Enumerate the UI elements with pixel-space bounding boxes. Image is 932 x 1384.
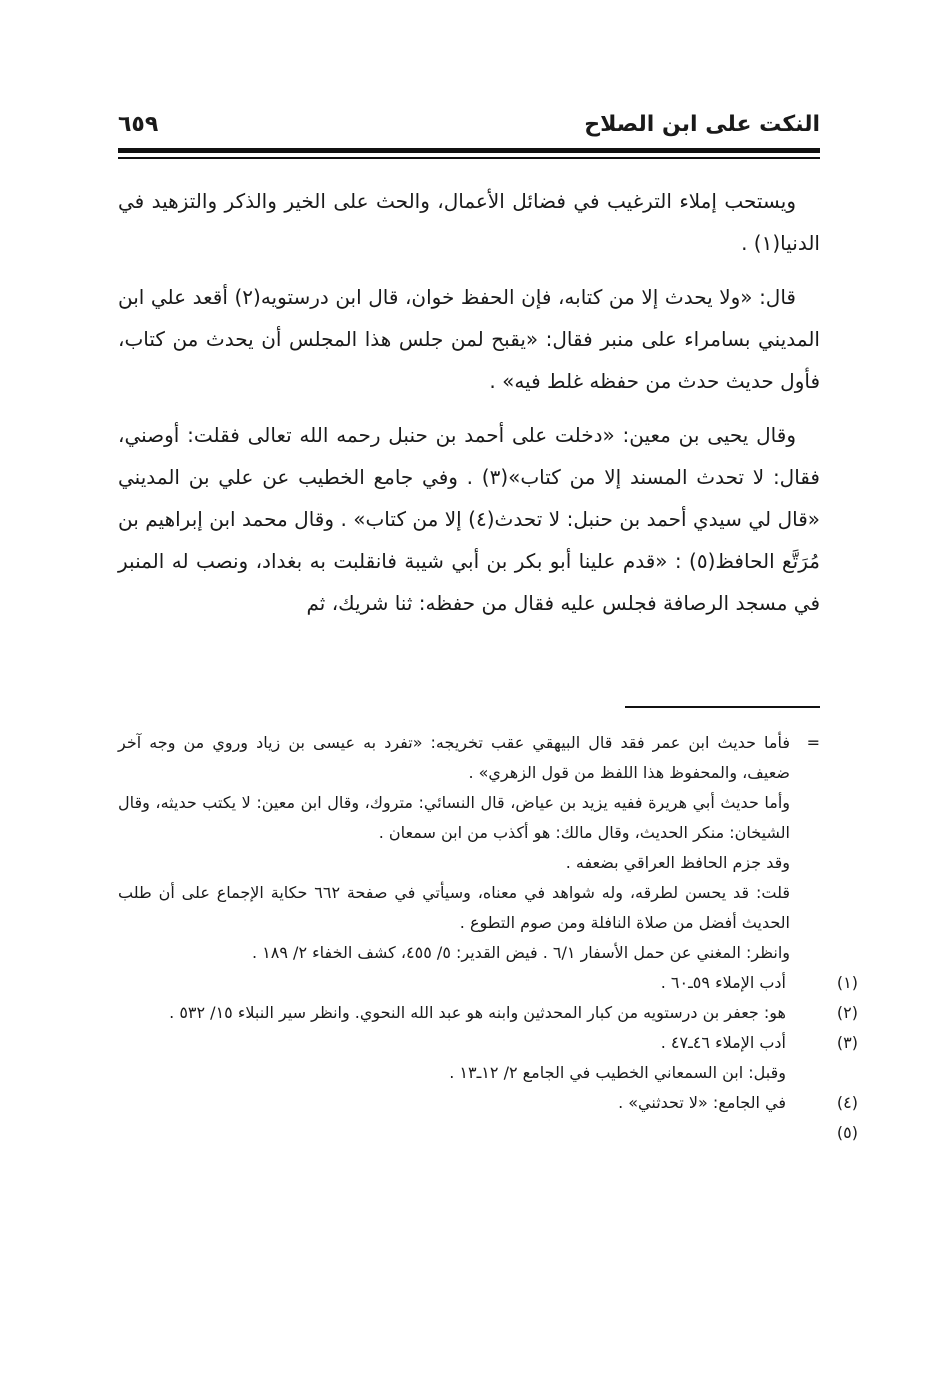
- footnote-text: وقبل: ابن السمعاني الخطيب في الجامع ٢/ ١٢ـ١٣ .: [449, 1063, 786, 1082]
- footnote-number: (٥): [836, 1123, 858, 1142]
- footnote-text: أدب الإملاء ٤٦ـ٤٧ .: [660, 1033, 786, 1052]
- footnote-text: في الجامع: «لا تحدثني» .: [618, 1093, 786, 1112]
- footnote-line: وقد جزم الحافظ العراقي بضعفه .: [565, 853, 790, 872]
- footnote-number: (٤): [836, 1093, 858, 1112]
- header-rule-thick: [118, 148, 820, 153]
- main-text: [118, 180, 820, 624]
- footnote: [118, 1118, 858, 1148]
- paragraph: ويستحب إملاء الترغيب في فضائل الأعمال، والحث على الخير والذكر والتزهيد في الدنيا(١) .: [118, 189, 820, 255]
- footnote-number: (١): [836, 973, 858, 992]
- footnote-divider: [625, 706, 820, 708]
- footnote-line: وأما حديث أبي هريرة ففيه يزيد بن عياض، قال النسائي: متروك، وقال ابن معين: لا يكتب حديثه، وقال الشيخان: منكر الحديث، وقال مالك: هو أكذب من ابن سمعان .: [118, 793, 790, 842]
- footnote-line: قلت: قد يحسن لطرقه، وله شواهد في معناه، وسيأتي في صفحة ٦٦٢ حكاية الإجماع على أن طلب الحديث أفضل من صلاة النافلة ومن صوم التطوع .: [118, 883, 791, 932]
- footnote: [118, 998, 858, 1028]
- footnotes: [118, 728, 858, 1148]
- footnote-text: هو: جعفر بن درستويه من كبار المحدثين وابنه هو عبد الله النحوي. وانظر سير النبلاء ١٥/ ٥٣٢ .: [169, 1003, 786, 1022]
- footnote: [118, 1028, 858, 1058]
- footnote-line: وانظر: المغني عن حمل الأسفار ٦/١ . فيض القدير: ٥/ ٤٥٥، كشف الخفاء ٢/ ١٨٩ .: [252, 943, 790, 962]
- footnote-text: أدب الإملاء ٥٩ـ٦٠ .: [660, 973, 786, 992]
- footnote: [118, 968, 858, 998]
- footnote: [118, 1058, 820, 1088]
- footnote-line: فأما حديث ابن عمر فقد قال البيهقي عقب تخريجه: «تفرد به عيسى بن زياد وروي من وجه آخر ضعيف، والمحفوظ هذا اللفظ من قول الزهري» .: [118, 733, 790, 782]
- running-title: النكت على ابن الصلاح: [584, 112, 820, 137]
- header-rule-thin: [118, 157, 820, 159]
- continuation-mark: =: [806, 733, 820, 752]
- page-number: ٦٥٩: [118, 112, 159, 137]
- footnote-number: (٣): [836, 1033, 858, 1052]
- footnote-number: (٢): [836, 1003, 858, 1022]
- paragraph: قال: «ولا يحدث إلا من كتابه، فإن الحفظ خوان، قال ابن درستويه(٢) أقعد علي ابن المديني بسامراء على منبر فقال: «يقبح لمن جلس هذا المجلس أن يحدث من كتاب، فأول حديث حدث من حفظه غلط فيه» .: [118, 285, 820, 393]
- paragraph: وقال يحيى بن معين: «دخلت على أحمد بن حنبل رحمه الله تعالى فقلت: أوصني، فقال: لا تحدث المسند إلا من كتاب»(٣) . وفي جامع الخطيب عن علي بن المديني «قال لي سيدي أحمد بن حنبل: لا تحدث(٤) إلا من كتاب» . وقال محمد ابن إبراهيم بن مُرَتَّع الحافظ(٥) : «قدم علينا أبو بكر بن أبي شيبة فانقلبت به بغداد، ونصب له المنبر في مسجد الرصافة فجلس عليه فقال من حفظه: ثنا شريك، ثم: [118, 423, 820, 615]
- footnote: [118, 1088, 858, 1118]
- running-header: [118, 112, 820, 142]
